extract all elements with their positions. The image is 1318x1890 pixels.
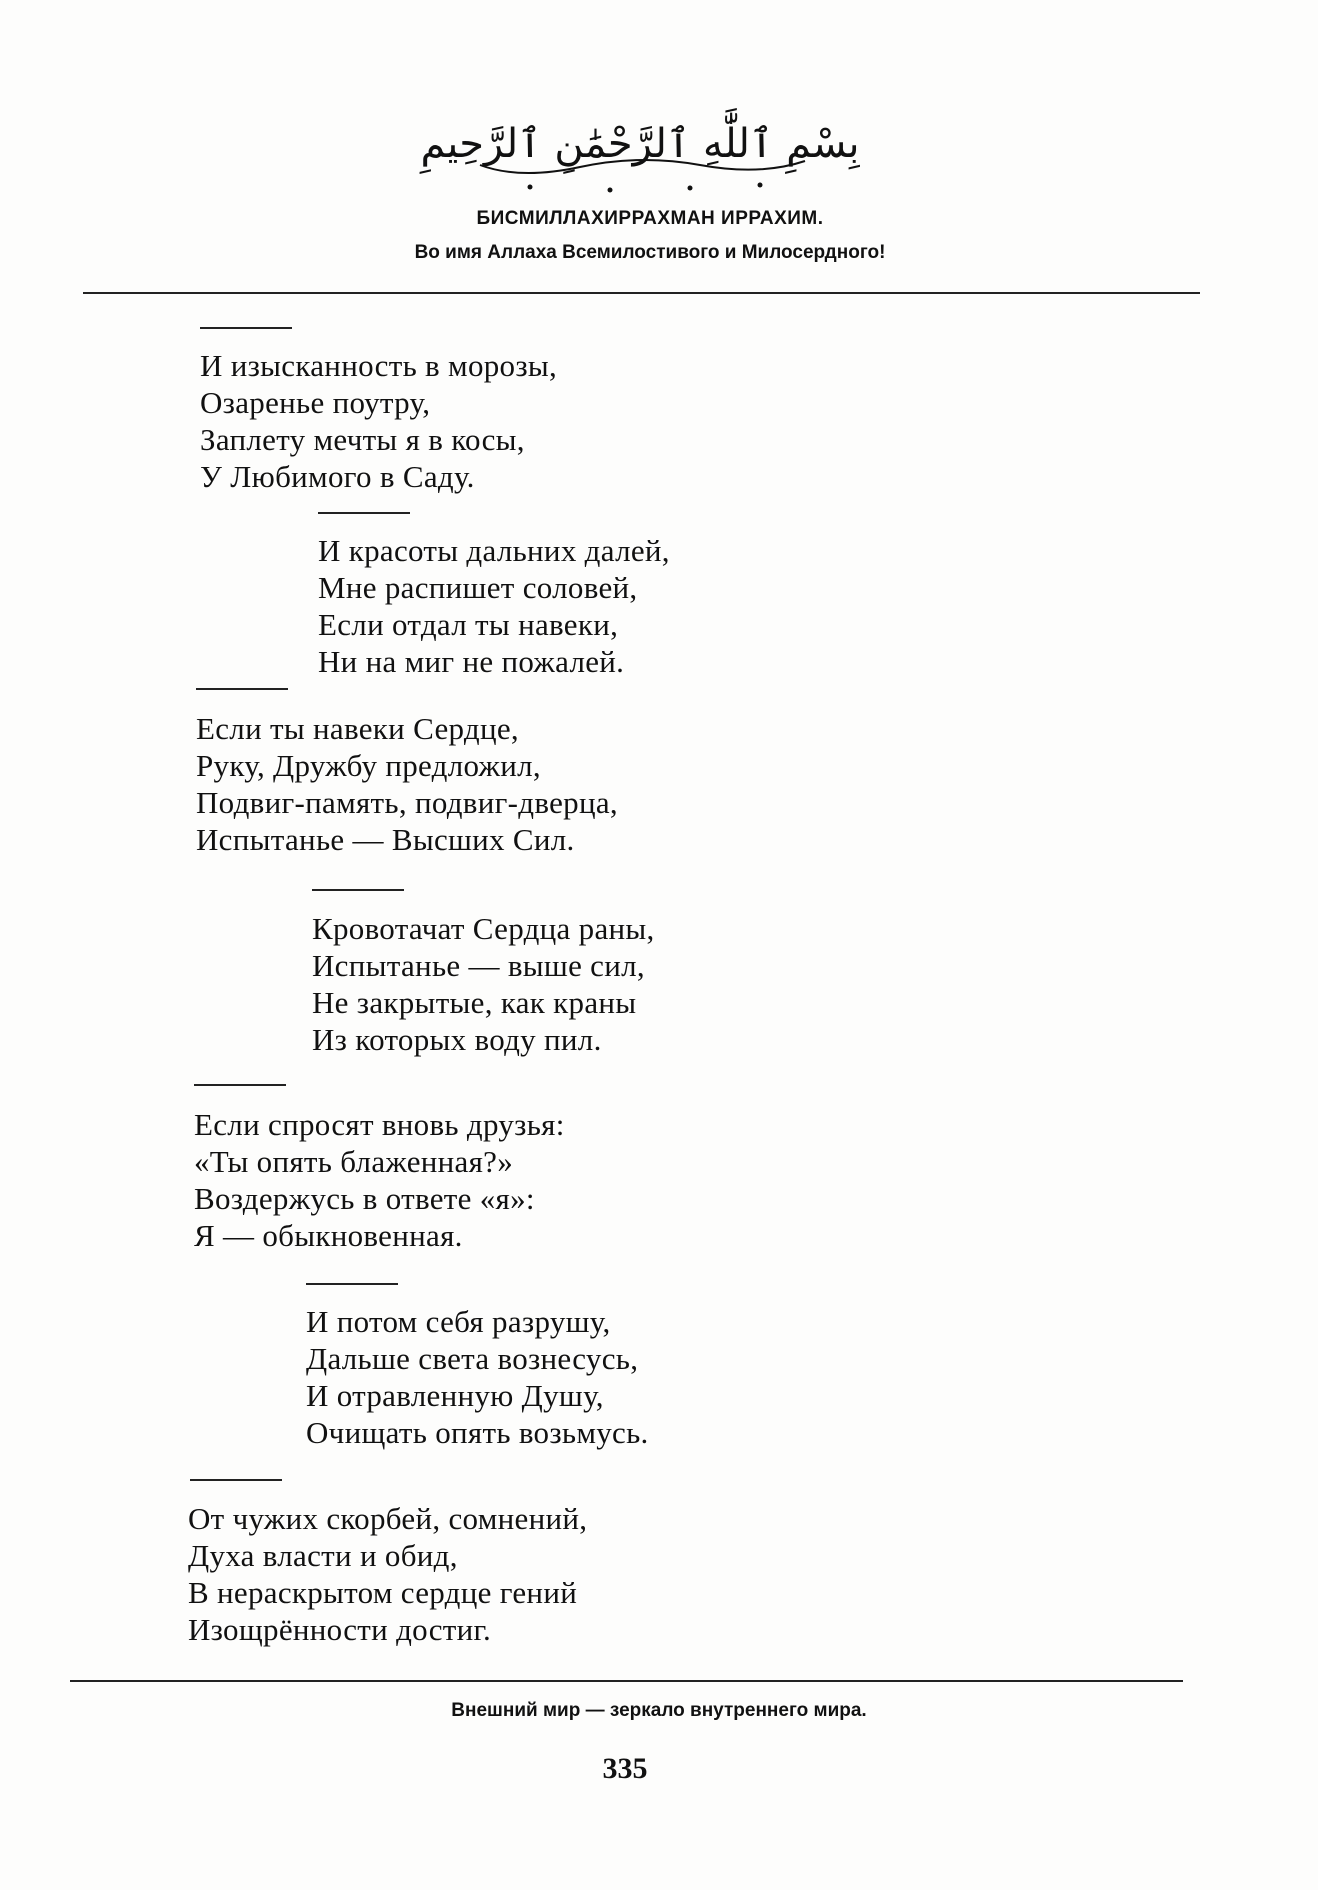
header-divider xyxy=(83,292,1200,294)
stanza xyxy=(194,1106,565,1254)
verse-line: «Ты опять блаженная?» xyxy=(194,1144,514,1179)
stanza-separator xyxy=(196,688,288,690)
stanza xyxy=(196,710,618,858)
verse-line: И отравленную Душу, xyxy=(306,1378,604,1413)
header-title: БИСМИЛЛАХИРРАХМАН ИРРАХИМ. xyxy=(476,208,824,229)
verse-line: Если отдал ты навеки, xyxy=(318,607,619,642)
verse-line: И потом себя разрушу, xyxy=(306,1304,611,1339)
verse-line: Из которых воду пил. xyxy=(312,1022,602,1057)
bismillah-calligraphy xyxy=(420,95,860,200)
verse-line: Дальше света вознесусь, xyxy=(306,1341,639,1376)
stanza-separator xyxy=(306,1283,398,1285)
stanza-separator xyxy=(190,1479,282,1481)
verse-line: В нераскрытом сердце гений xyxy=(188,1575,578,1610)
verse-line: Очищать опять возьмусь. xyxy=(306,1415,649,1450)
stanza-separator xyxy=(312,889,404,891)
verse-line: От чужих скорбей, сомнений, xyxy=(188,1501,588,1536)
page-number: 335 xyxy=(602,1752,648,1785)
header-subtitle: Во имя Аллаха Всемилостивого и Милосердного! xyxy=(414,242,886,263)
verse-line: У Любимого в Саду. xyxy=(200,459,475,494)
footer-divider xyxy=(70,1680,1183,1682)
verse-line: Если спросят вновь друзья: xyxy=(194,1107,565,1142)
stanza-separator xyxy=(194,1084,286,1086)
verse-line: Испытанье — выше сил, xyxy=(312,948,645,983)
verse-line: Заплету мечты я в косы, xyxy=(200,422,525,457)
verse-line: Я — обыкновенная. xyxy=(194,1218,463,1253)
verse-line: И изысканность в морозы, xyxy=(200,348,558,383)
verse-line: И красоты дальних далей, xyxy=(318,533,670,568)
verse-line: Духа власти и обид, xyxy=(188,1538,458,1573)
verse-line: Если ты навеки Сердце, xyxy=(196,711,519,746)
stanza-separator xyxy=(200,327,292,329)
verse-line: Воздержусь в ответе «я»: xyxy=(194,1181,535,1216)
verse-line: Кровотачат Сердца раны, xyxy=(312,911,655,946)
stanza xyxy=(306,1303,649,1451)
verse-line: Ни на миг не пожалей. xyxy=(318,644,625,679)
verse-line: Руку, Дружбу предложил, xyxy=(196,748,541,783)
verse-line: Испытанье — Высших Сил. xyxy=(196,822,575,857)
verse-line: Мне распишет соловей, xyxy=(318,570,638,605)
verse-line: Изощрённости достиг. xyxy=(188,1612,492,1647)
stanza xyxy=(200,347,557,495)
footer-motto: Внешний мир — зеркало внутреннего мира. xyxy=(451,1700,867,1721)
stanza-separator xyxy=(318,512,410,514)
verse-line: Не закрытые, как краны xyxy=(312,985,637,1020)
verse-line: Подвиг-память, подвиг-дверца, xyxy=(196,785,618,820)
stanza xyxy=(318,532,670,680)
svg-text:بِسْمِ ٱللَّٰهِ ٱلرَّحْمَٰنِ ٱ: بِسْمِ ٱللَّٰهِ ٱلرَّحْمَٰنِ ٱلرَّحِيمِ xyxy=(420,121,860,167)
stanza xyxy=(188,1500,587,1648)
stanza xyxy=(312,910,655,1058)
verse-line: Озаренье поутру, xyxy=(200,385,431,420)
